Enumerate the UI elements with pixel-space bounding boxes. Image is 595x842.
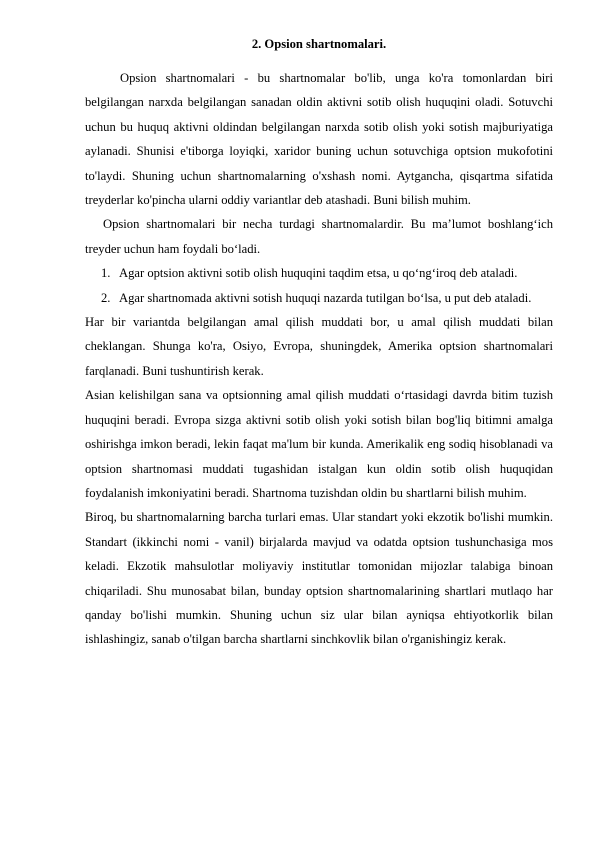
list-item-text: Agar shartnomada aktivni sotish huquqi nazarda tutilgan boʻlsa, u put deb ataladi.: [119, 290, 532, 305]
document-page: [85, 34, 553, 652]
list-item: [85, 261, 553, 285]
list-item-text: Agar optsion aktivni sotib olish huquqini taqdim etsa, u qoʻngʻiroq deb ataladi.: [119, 266, 518, 281]
paragraph-exotic: Biroq, bu shartnomalarning barcha turlari emas. Ular standart yoki ekzotik bo'lishi mumkin. Standart (ikkinchi nomi - vanil) birjalarda mavjud va odatda optsion tushunchasiga mos keladi. Ekzotik mahsulotlar moliyaviy institutlar tomonidan mijozlar talabiga binoan chiqariladi. Shu munosabat bilan, bunday optsion shartnomalarining shartlari mutlaqo har qanday bo'lishi mumkin. Shuning uchun siz ular bilan ayniqsa ehtiyotkorlik bilan ishlashingiz, sanab o'tilgan barcha shartlarni sinchkovlik bilan o'rganishingiz kerak.: [85, 510, 553, 647]
paragraph-definition: Opsion shartnomalari - bu shartnomalar bo'lib, unga ko'ra tomonlardan biri belgilangan narxda belgilangan sanadan oldin aktivni sotib olish huquqini oladi. Sotuvchi uchun bu huquq aktivni oldindan belgilangan narxda sotib olish yoki sotish majburiyatiga aylanadi. Shunisi e'tiborga loyiqki, xaridor buning uchun sotuvchiga optsion mukofotini to'laydi. Shuning uchun shartnomalarning o'xshash nomi. Aytgancha, qisqartma sifatida treyderlar ko'pincha ularni oddiy variantlar deb atashadi. Buni bilish muhim.: [85, 71, 553, 208]
section-title: 2. Opsion shartnomalari.: [251, 37, 387, 51]
paragraph-types-intro: Opsion shartnomalari bir necha turdagi shartnomalardir. Bu maʼlumot boshlangʻich treyder uchun ham foydali boʻladi.: [85, 217, 553, 256]
list-item: [85, 286, 553, 310]
paragraph-styles: Asian kelishilgan sana va optsionning amal qilish muddati oʻrtasidagi davrda bitim tuzish huquqini beradi. Evropa sizga aktivni sotib olish yoki sotish bilan bog'liq bitimni amalga oshirishga imkon beradi, lekin faqat ma'lum bir kunda. Amerikalik eng sodiq hisoblanadi va optsion shartnomasi muddati tugashidan istalgan kun oldin sotib olish huquqidan foydalanish imkoniyatini beradi. Shartnoma tuzishdan oldin bu shartlarni bilish muhim.: [85, 388, 553, 500]
option-types-list: [85, 261, 553, 310]
paragraph-expiration: Har bir variantda belgilangan amal qilish muddati bor, u amal qilish muddati bilan cheklangan. Shunga ko'ra, Osiyo, Evropa, shuningdek, Amerika optsion shartnomalari farqlanadi. Buni tushuntirish kerak.: [85, 315, 553, 378]
list-item-number: 1.: [101, 266, 111, 281]
list-item-number: 2.: [101, 290, 111, 305]
